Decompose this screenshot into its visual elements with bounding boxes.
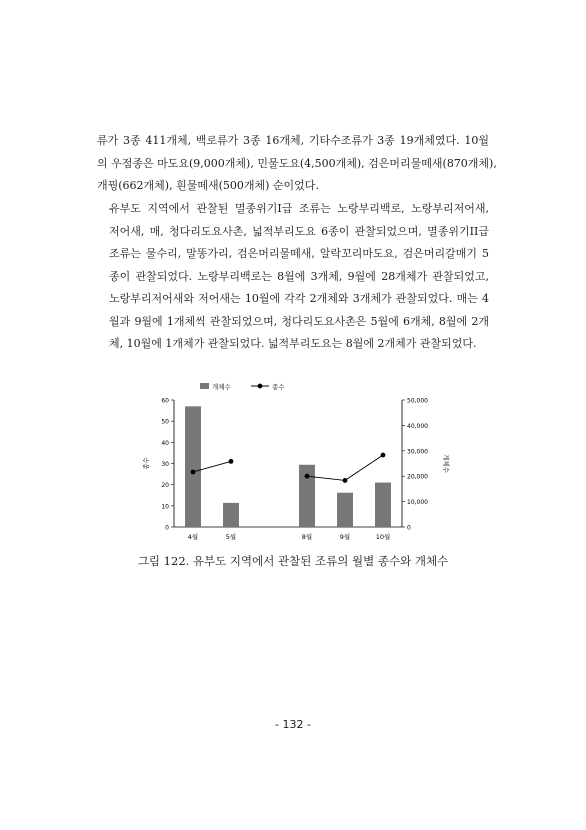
text-line: 월과 9월에 1개체씩 관찰되었으며, 청다리도요사촌은 5월에 6개체, 8월에 2개 [109, 314, 489, 328]
left-tick-label: 0 [165, 524, 169, 532]
figure-caption: 그림 122. 유부도 지역에서 관찰된 조류의 월별 종수와 개체수 [137, 554, 449, 568]
monthly-bird-chart [134, 378, 454, 548]
right-tick-label: 50,000 [407, 397, 428, 405]
left-axis-title: 종수 [142, 457, 150, 470]
left-tick-label: 50 [161, 418, 169, 426]
right-tick-label: 20,000 [407, 473, 428, 481]
text-line: 개꿩(662개체), 흰물떼새(500개체) 순이었다. [97, 179, 319, 192]
x-tick-label: 8월 [301, 533, 313, 541]
body-paragraph-1 [97, 130, 497, 198]
line-point [305, 474, 310, 479]
text-line: 저어새, 매, 청다리도요사촌, 넓적부리도요 6종이 관찰되었으며, 멸종위기II급 [109, 224, 489, 238]
legend-bar-swatch [200, 383, 209, 389]
line-point [229, 459, 234, 464]
legend-line-label: 종수 [272, 383, 285, 391]
left-tick-label: 40 [161, 439, 169, 447]
right-axis-title: 개체수 [442, 454, 450, 473]
body-paragraph-2 [97, 198, 489, 356]
text-line: 류가 3종 411개체, 백로류가 3종 16개체, 기타수조류가 3종 19개체였다. 10월 [97, 134, 489, 147]
left-tick-label: 10 [161, 503, 169, 511]
left-tick-label: 20 [161, 482, 169, 490]
right-tick-label: 30,000 [407, 448, 428, 456]
text-line: 종이 관찰되었다. 노랑부리백로는 8월에 3개체, 9월에 28개체가 관찰되었고, [109, 269, 489, 283]
bar-개체수 [337, 493, 353, 527]
line-point [381, 453, 386, 458]
line-point [343, 478, 348, 483]
text-line: 노랑부리저어새와 저어새는 10월에 각각 2개체와 3개체가 관찰되었다. 매는 4 [109, 292, 489, 305]
x-tick-label: 5월 [225, 533, 237, 541]
left-tick-label: 60 [161, 397, 169, 405]
x-tick-label: 10월 [375, 533, 391, 541]
right-tick-label: 0 [407, 524, 411, 532]
bar-개체수 [375, 483, 391, 527]
x-tick-label: 9월 [339, 533, 351, 541]
text-line: 체, 10월에 1개체가 관찰되었다. 넓적부리도요는 8월에 2개체가 관찰되었다. [109, 337, 477, 350]
right-tick-label: 40,000 [407, 422, 428, 430]
x-tick-label: 4월 [187, 533, 199, 541]
legend-line-marker [258, 384, 263, 389]
line-point [191, 470, 196, 475]
left-tick-label: 30 [161, 461, 169, 468]
legend-bar-label: 개체수 [212, 383, 231, 391]
text-line: 의 우점종은 마도요(9,000개체), 민물도요(4,500개체), 검은머리물떼새(870개체), [97, 156, 497, 170]
text-line: 조류는 물수리, 말똥가리, 검은머리물떼새, 알락꼬리마도요, 검은머리갈매기 5 [109, 247, 489, 260]
line-종수 [307, 455, 383, 480]
bar-개체수 [185, 406, 201, 527]
page-number: - 132 - [275, 718, 311, 731]
bar-개체수 [223, 503, 239, 527]
right-tick-label: 10,000 [407, 499, 428, 507]
text-line: 유부도 지역에서 관찰된 멸종위기I급 조류는 노랑부리백로, 노랑부리저어새, [109, 202, 489, 215]
